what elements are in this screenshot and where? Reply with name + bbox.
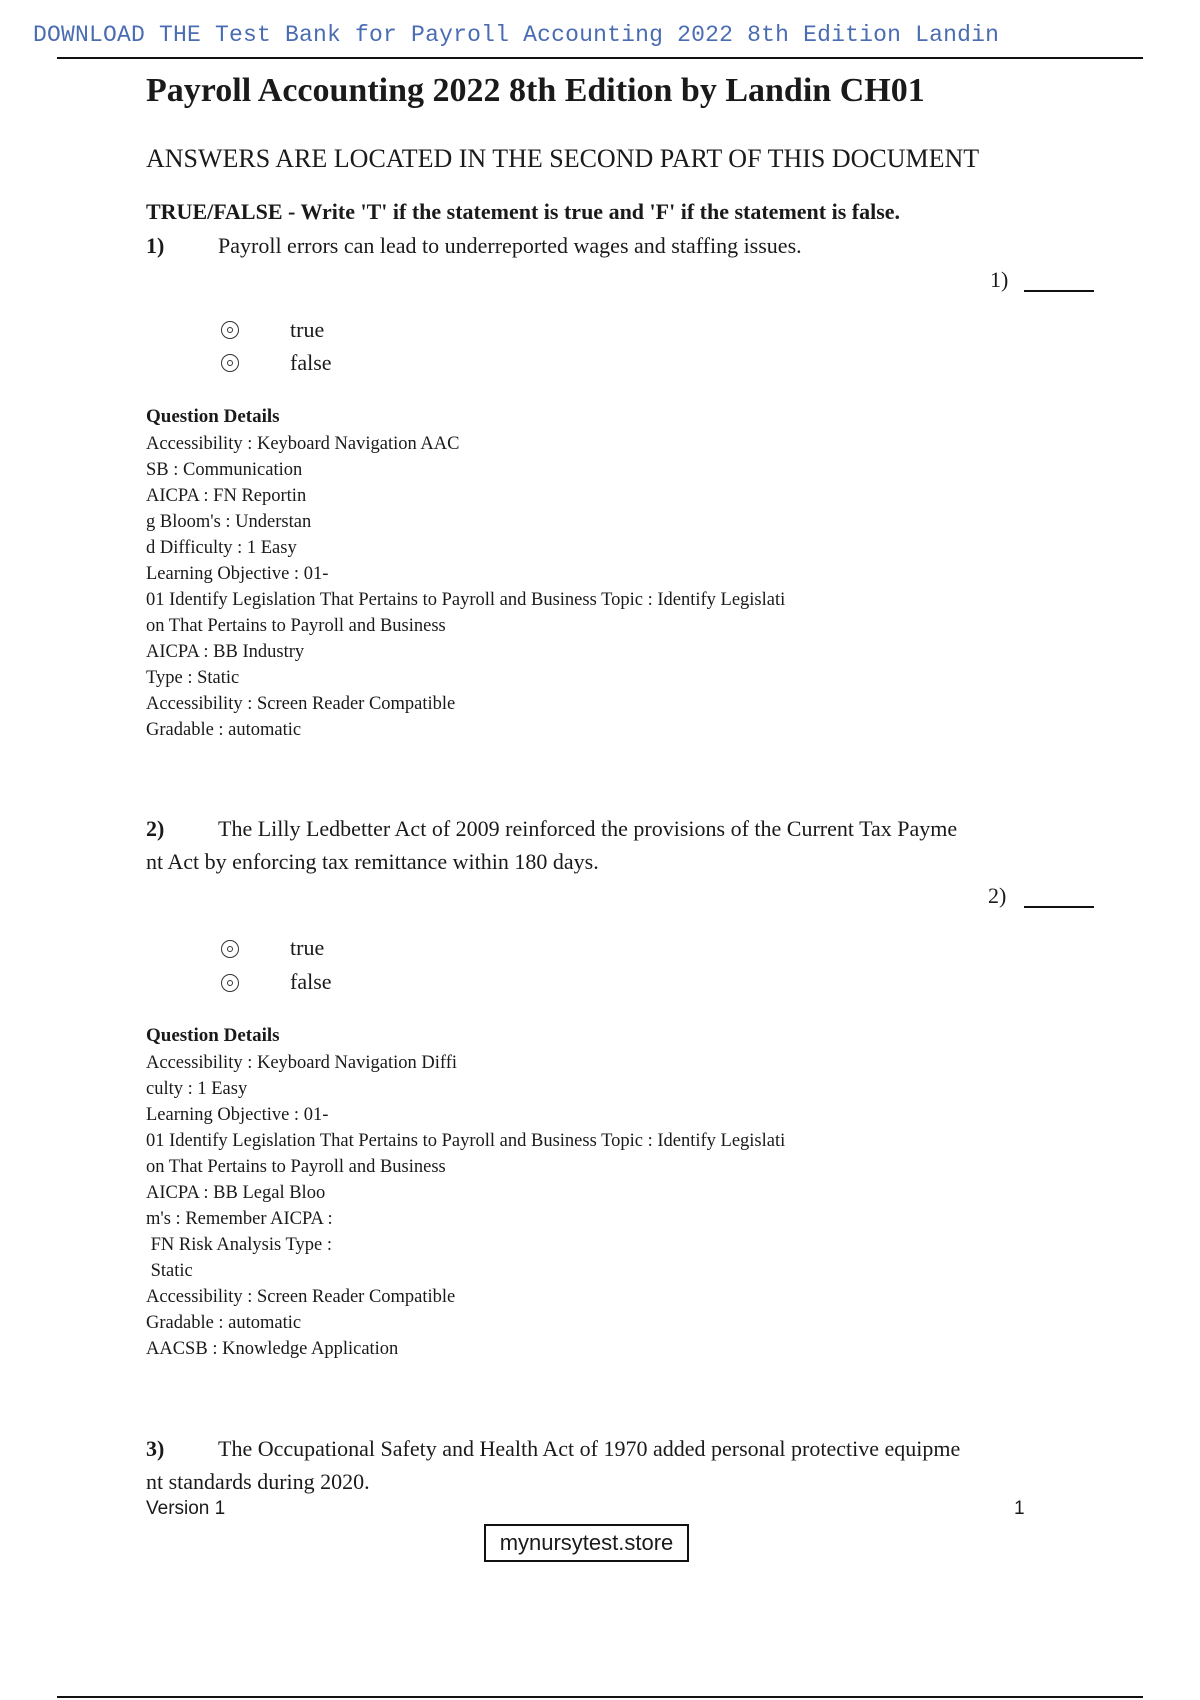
answer-1-label: 1) xyxy=(990,267,1009,292)
detail-line: d Difficulty : 1 Easy xyxy=(146,538,297,558)
page-number: 1 xyxy=(1014,1498,1025,1519)
detail-line: Accessibility : Screen Reader Compatible xyxy=(146,1287,456,1307)
q1-true-label: true xyxy=(290,317,325,342)
detail-line: 01 Identify Legislation That Pertains to Payroll and Business Topic : Identify Legislati xyxy=(146,590,786,610)
question-3-number: 3) xyxy=(146,1436,165,1461)
answers-notice: ANSWERS ARE LOCATED IN THE SECOND PART OF THIS DOCUMENT xyxy=(146,144,980,173)
detail-line: Gradable : automatic xyxy=(146,1313,302,1333)
detail-line: Gradable : automatic xyxy=(146,720,302,740)
detail-line: AACSB : Knowledge Application xyxy=(146,1339,399,1359)
detail-line: Static xyxy=(146,1261,193,1281)
q2-details xyxy=(146,1050,785,1362)
detail-line: AICPA : BB Legal Bloo xyxy=(146,1183,326,1203)
q2-false-label: false xyxy=(290,969,332,994)
q1-details xyxy=(146,431,785,743)
answer-1-blank[interactable] xyxy=(1024,290,1094,292)
question-1-text: Payroll errors can lead to underreported wages and staffing issues. xyxy=(218,233,802,258)
q1-false-label: false xyxy=(290,350,332,375)
detail-line: 01 Identify Legislation That Pertains to Payroll and Business Topic : Identify Legislati xyxy=(146,1131,786,1151)
version-label: Version 1 xyxy=(146,1498,226,1519)
document-title: Payroll Accounting 2022 8th Edition by Landin CH01 xyxy=(146,72,925,109)
detail-line: Type : Static xyxy=(146,668,240,688)
answer-2-label: 2) xyxy=(988,883,1007,908)
detail-line: on That Pertains to Payroll and Business xyxy=(146,616,446,636)
radio-dot-icon xyxy=(227,360,233,366)
question-3-text-line-2: nt standards during 2020. xyxy=(146,1469,370,1494)
detail-line: g Bloom's : Understan xyxy=(146,512,312,532)
q2-false-radio[interactable] xyxy=(221,974,239,992)
question-2-number: 2) xyxy=(146,816,165,841)
watermark-stamp[interactable]: mynursytest.store xyxy=(484,1524,689,1562)
detail-line: AICPA : BB Industry xyxy=(146,642,305,662)
detail-line: SB : Communication xyxy=(146,460,303,480)
detail-line: AICPA : FN Reportin xyxy=(146,486,307,506)
q1-details-title: Question Details xyxy=(146,406,280,427)
section-heading: TRUE/FALSE - Write 'T' if the statement is true and 'F' if the statement is false. xyxy=(146,199,901,224)
q1-false-radio[interactable] xyxy=(221,354,239,372)
detail-line: on That Pertains to Payroll and Business xyxy=(146,1157,446,1177)
download-banner[interactable]: DOWNLOAD THE Test Bank for Payroll Accounting 2022 8th Edition Landin xyxy=(33,22,1000,48)
answer-2-blank[interactable] xyxy=(1024,906,1094,908)
detail-line: Accessibility : Keyboard Navigation Diffi xyxy=(146,1053,458,1073)
detail-line: FN Risk Analysis Type : xyxy=(146,1235,332,1255)
question-1-number: 1) xyxy=(146,233,165,258)
q1-true-radio[interactable] xyxy=(221,321,239,339)
question-3-text-line-1: The Occupational Safety and Health Act of 1970 added personal protective equipme xyxy=(218,1436,961,1461)
header-rule xyxy=(57,57,1143,59)
detail-line: Learning Objective : 01- xyxy=(146,1105,329,1125)
detail-line: culty : 1 Easy xyxy=(146,1079,248,1099)
detail-line: Accessibility : Screen Reader Compatible xyxy=(146,694,456,714)
q2-true-radio[interactable] xyxy=(221,940,239,958)
detail-line: m's : Remember AICPA : xyxy=(146,1209,333,1229)
radio-dot-icon xyxy=(227,327,233,333)
detail-line: Accessibility : Keyboard Navigation AAC xyxy=(146,434,460,454)
footer-rule xyxy=(57,1696,1143,1698)
detail-line: Learning Objective : 01- xyxy=(146,564,329,584)
question-2-text-line-1: The Lilly Ledbetter Act of 2009 reinforced the provisions of the Current Tax Payme xyxy=(218,816,958,841)
radio-dot-icon xyxy=(227,980,233,986)
q2-details-title: Question Details xyxy=(146,1025,280,1046)
q2-true-label: true xyxy=(290,935,325,960)
radio-dot-icon xyxy=(227,946,233,952)
question-2-text-line-2: nt Act by enforcing tax remittance within 180 days. xyxy=(146,849,599,874)
